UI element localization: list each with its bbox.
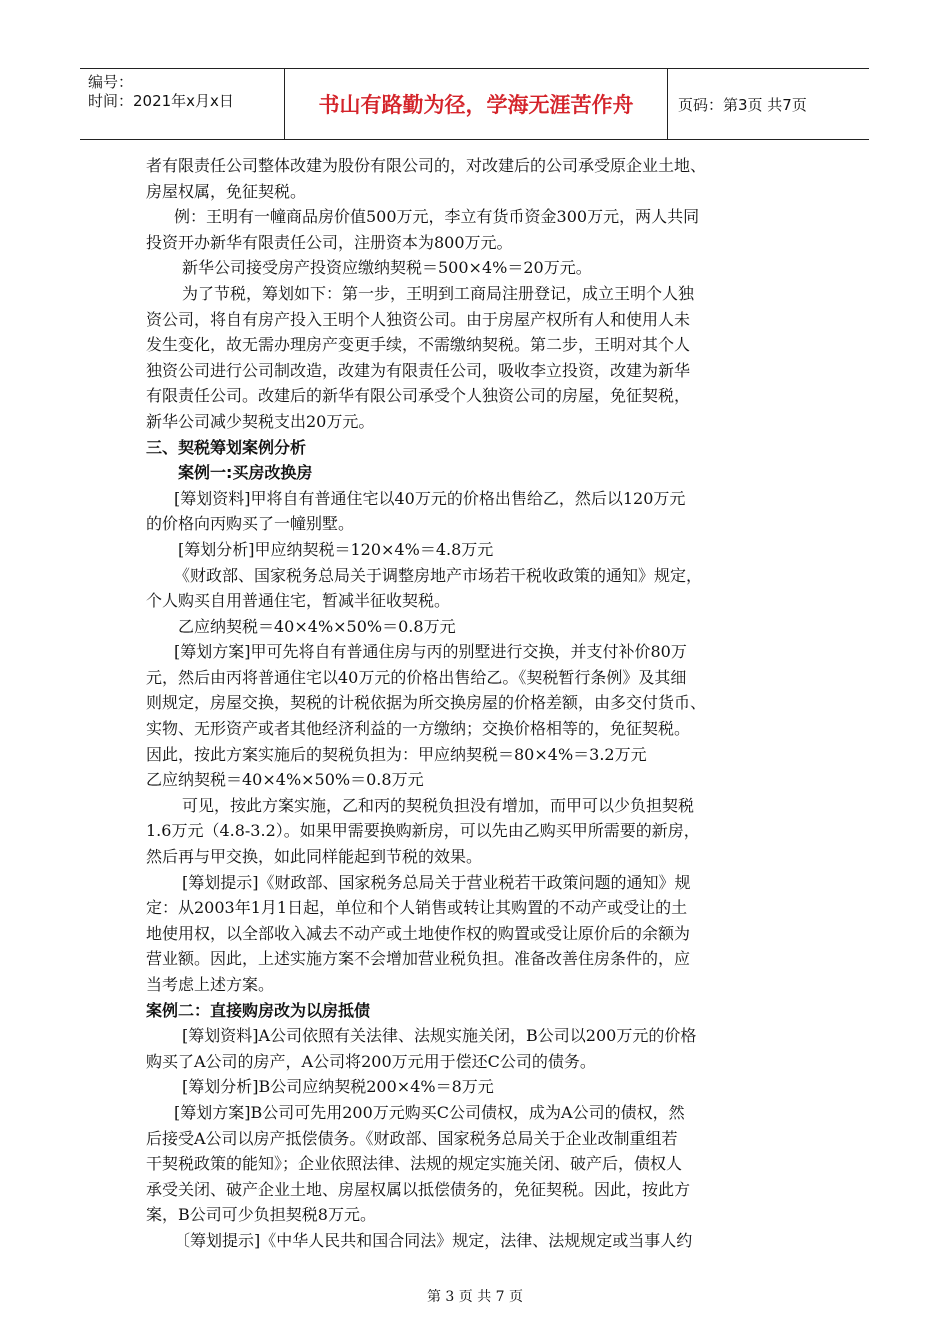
body-line: 地使用权，以全部收入减去不动产或土地使作权的购置或受让原价后的余额为 [146,923,691,943]
doc-time-label: 时间：2021年x月x日 [88,92,234,110]
body-line: 营业额。因此，上述实施方案不会增加营业税负担。准备改善住房条件的，应 [146,949,691,969]
body-line: [筹划资料]A公司依照有关法律、法规实施关闭，B公司以200万元的价格 [182,1026,697,1046]
body-line: 承受关闭、破产企业土地、房屋权属以抵偿债务的，免征契税。因此，按此方 [146,1179,691,1199]
body-line: 元，然后由丙将普通住宅以40万元的价格出售给乙。《契税暂行条例》及其细 [146,667,687,687]
body-line: 实物、无形资产或者其他经济利益的一方缴纳；交换价格相等的，免征契税。 [146,719,691,739]
body-line: 定：从2003年1月1日起，单位和个人销售或转让其购置的不动产或受让的土 [146,898,688,918]
header-motto: 书山有路勤为径，学海无涯苦作舟 [285,69,668,139]
body-line: [筹划分析]B公司应纳契税200×4%＝8万元 [182,1077,494,1097]
page-footer: 第 3 页 共 7 页 [426,1289,524,1305]
section-heading: 三、契税筹划案例分析 [146,437,307,457]
body-line: 案，B公司可少负担契税8万元。 [146,1205,376,1225]
body-line: 乙应纳契税＝40×4%×50%＝0.8万元 [178,616,456,636]
header-page-code: 页码：第3页 共7页 [678,95,807,114]
body-line: 干契税政策的能知》；企业依照法律、法规的规定实施关闭、破产后，债权人 [146,1154,683,1174]
page-header [80,68,869,140]
body-line: 新华公司接受房产投资应缴纳契税＝500×4%＝20万元。 [182,258,592,278]
body-line: 新华公司减少契税支出20万元。 [146,411,375,431]
body-line: [筹划方案]B公司可先用200万元购买C公司债权，成为A公司的债权，然 [174,1102,685,1122]
body-line: 投资开办新华有限责任公司，注册资本为800万元。 [146,232,513,252]
body-line: [筹划方案]甲可先将自有普通住房与丙的别墅进行交换，并支付补价80万 [174,642,687,662]
body-line: [筹划资料]甲将自有普通住宅以40万元的价格出售给乙，然后以120万元 [174,488,686,508]
body-line: [筹划提示]《财政部、国家税务总局关于营业税若干政策问题的通知》规 [182,872,691,892]
body-line: 的价格向丙购买了一幢别墅。 [146,514,355,534]
section-heading: 案例一:买房改换房 [178,463,313,483]
header-meta [80,69,285,139]
body-line: 个人购买自用普通住宅，暂减半征收契税。 [146,591,451,611]
body-line: 当考虑上述方案。 [146,975,275,994]
body-line: [筹划分析]甲应纳契税＝120×4%＝4.8万元 [178,539,494,559]
body-line: 例：王明有一幢商品房价值500万元，李立有货币资金300万元，两人共同 [174,207,700,227]
body-line: 独资公司进行公司制改造，改建为有限责任公司，吸收李立投资，改建为新华 [146,360,691,380]
doc-number-label: 编号： [88,73,134,91]
body-line: 为了节税，筹划如下：第一步，王明到工商局注册登记，成立王明个人独 [182,283,695,303]
document-body [146,153,826,1254]
body-line: 发生变化，故无需办理房产变更手续，不需缴纳契税。第二步，王明对其个人 [146,335,691,355]
body-line: 可见，按此方案实施，乙和丙的契税负担没有增加，而甲可以少负担契税 [182,795,695,815]
body-line: 〔筹划提示]《中华人民共和国合同法》规定，法律、法规规定或当事人约 [174,1230,693,1250]
body-line: 资公司，将自有房产投入王明个人独资公司。由于房屋产权所有人和使用人未 [146,309,691,329]
body-line: 购买了A公司的房产，A公司将200万元用于偿还C公司的债务。 [146,1051,596,1071]
body-line: 后接受A公司以房产抵偿债务。《财政部、国家税务总局关于企业改制重组若 [146,1128,678,1148]
body-line: 《财政部、国家税务总局关于调整房地产市场若干税收政策的通知》规定， [174,565,703,585]
body-line: 1.6万元（4.8-3.2）。如果甲需要换购新房，可以先由乙购买甲所需要的新房， [146,821,700,841]
body-line: 有限责任公司。改建后的新华有限公司承受个人独资公司的房屋，免征契税， [146,386,691,406]
body-line: 然后再与甲交换，如此同样能起到节税的效果。 [146,847,483,867]
section-heading: 案例二：直接购房改为以房抵债 [146,1000,371,1020]
body-line: 因此，按此方案实施后的契税负担为：甲应纳契税＝80×4%＝3.2万元 [146,744,647,764]
body-line: 房屋权属，免征契税。 [146,181,307,201]
body-line: 则规定，房屋交换，契税的计税依据为所交换房屋的价格差额，由多交付货币、 [146,693,707,713]
body-line: 乙应纳契税＝40×4%×50%＝0.8万元 [146,770,424,790]
body-line: 者有限责任公司整体改建为股份有限公司的，对改建后的公司承受原企业土地、 [146,156,707,175]
